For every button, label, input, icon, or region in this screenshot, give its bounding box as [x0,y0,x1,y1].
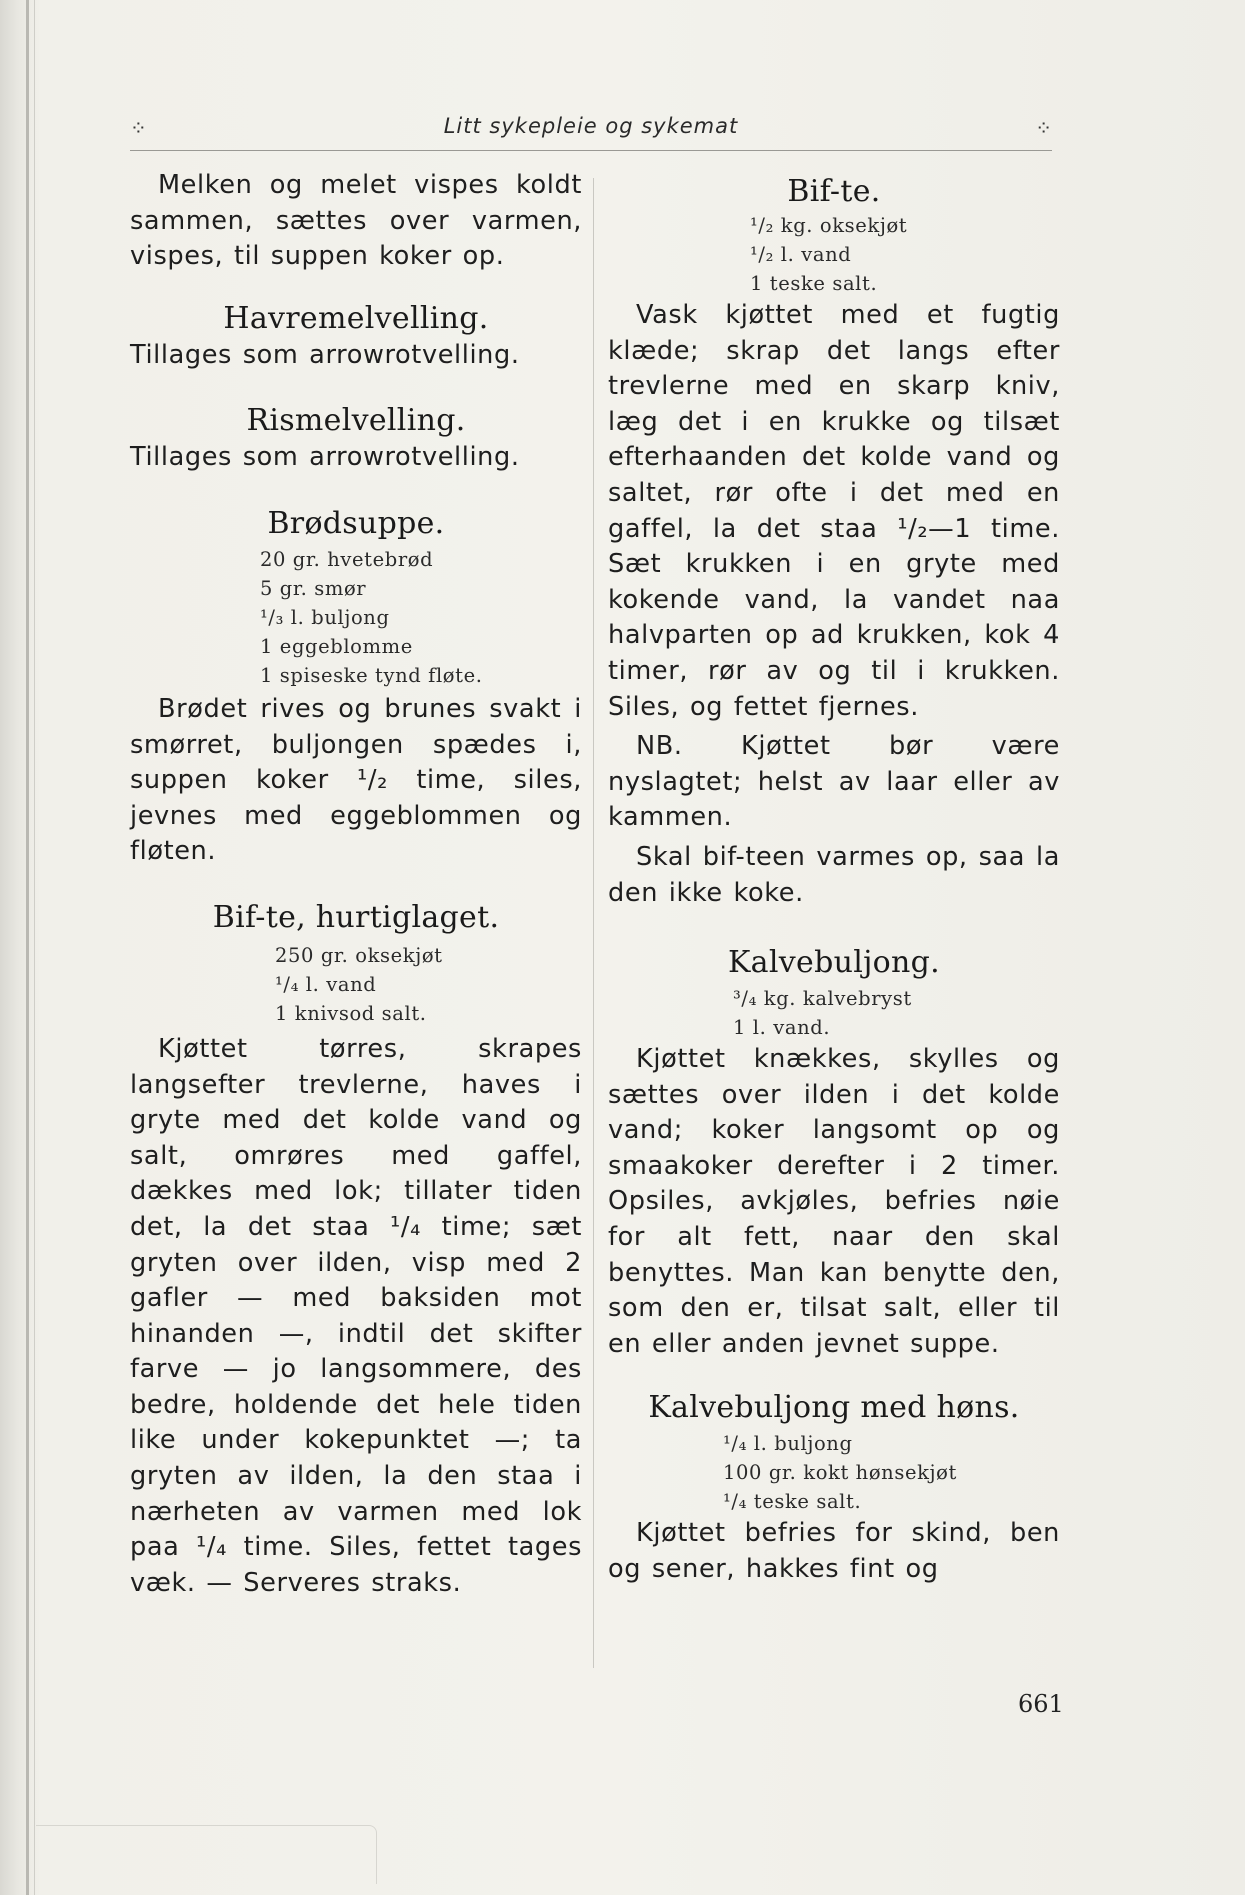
ornament-left-icon: ⁘ [130,116,147,140]
ingredient-item: 250 gr. oksekjøt [275,943,443,967]
recipe-title-rismelvelling: Rismelvelling. [246,403,466,439]
recipe-text-bifte-hurtiglaget: Kjøttet tørres, skrapes langsefter trevlerne, haves i gryte med det kolde vand og salt, omrøres med gaffel, dækkes med lok; tillater tiden det, la det staa ¹/₄ time; sæt gryten over ilden, visp med 2 gafler — med baksiden mot hinanden —, indtil det skifter farve — jo langsommere, des bedre, holdende det hele tiden like under kokepunktet —; ta gryten av ilden, la den staa i nærheten av varmen med lok paa ¹/₄ time. Siles, fettet tages væk. — Serveres straks. [130,1033,582,1598]
ornament-right-icon: ⁘ [1035,116,1052,140]
intro-paragraph: Melken og melet vispes koldt sammen, sættes over varmen, vispes, til suppen koker op. [130,170,582,272]
recipe-text-kalvebuljong: Kjøttet knækkes, skylles og sættes over ilden i det kolde vand; koker langsomt op og smaakoker derefter i 2 timer. Opsiles, avkjøles, befries nøie for alt fett, naar den skal benyttes. Man kan benytte den, som den er, tilsat salt, eller til en eller anden jevnet suppe. [608,1044,1060,1359]
ingredient-item: 100 gr. kokt hønsekjøt [723,1461,957,1485]
ingredient-item: 1 spiseske tynd fløte. [260,663,483,687]
recipe-text-brodsuppe: Brødet rives og brunes svakt i smørret, buljongen spædes i, suppen koker ¹/₂ time, siles, jevnes med eggeblommen og fløten. [130,693,582,867]
ingredient-item: 1 l. vand. [733,1016,831,1040]
ingredient-item: 1 teske salt. [750,272,878,295]
ingredient-item: 5 gr. smør [260,576,367,600]
recipe-title-kalvebuljong-med-hons: Kalvebuljong med høns. [648,1390,1020,1426]
right-column [608,168,1060,1588]
recipe-title-havremelvelling: Havremelvelling. [223,300,489,336]
ingredient-list-bifte [750,211,1060,298]
column-divider [593,178,594,1668]
recipe-text-havremelvelling: Tillages som arrowrotvelling. [130,339,520,370]
ingredient-list-kalvebuljong-med-hons [723,1429,1060,1516]
recipe-title-kalvebuljong: Kalvebuljong. [727,945,941,981]
recipe-note-bifte: Skal bif-teen varmes op, saa la den ikke koke. [608,841,1060,908]
ingredient-item: 20 gr. hvetebrød [260,547,434,571]
recipe-text-bifte: Vask kjøttet med et fugtig klæde; skrap det langs efter trevlerne med en skarp kniv, læg det i en krukke og tilsæt efterhaanden det kolde vand og saltet, rør ofte i det med en gaffel, la det staa ¹/₂—1 time. Sæt krukken i en gryte med kokende vand, la vandet naa halvparten op ad krukken, kok 4 timer, rør av og til i krukken. Siles, og fettet fjernes. [608,300,1060,722]
page-number: 661 [1018,1690,1064,1718]
binding-edge [26,0,29,1895]
ingredient-item: ¹/₄ l. vand [275,972,377,996]
binding-edge-line [34,0,35,1895]
ingredient-list-bifte-hurtiglaget [275,941,582,1028]
running-title: Litt sykepleie og sykemat [443,114,739,138]
recipe-title-brodsuppe: Brødsuppe. [267,505,445,541]
recipe-title-bifte: Bif-te. [787,174,881,209]
ingredient-item: ¹/₄ l. buljong [723,1432,853,1456]
ingredient-item: 1 knivsod salt. [275,1001,427,1025]
ingredient-item: 1 eggeblomme [260,634,413,658]
left-column [130,168,582,1601]
running-header [130,110,1052,151]
ingredient-list-kalvebuljong [733,984,1060,1042]
recipe-title-bifte-hurtiglaget: Bif-te, hurtiglaget. [212,899,500,935]
recipe-text-kalvebuljong-med-hons: Kjøttet befries for skind, ben og sener, hakkes fint og [608,1518,1060,1585]
ingredient-item: ¹/₃ l. buljong [260,605,390,629]
ingredient-item: ¹/₂ kg. oksekjøt [750,214,908,237]
ingredient-item: ¹/₂ l. vand [750,243,852,266]
page-edge-mark [36,1825,377,1884]
ingredient-item: ³/₄ kg. kalvebryst [733,987,912,1011]
ingredient-item: ¹/₄ teske salt. [723,1490,862,1514]
recipe-nb-bifte: NB. Kjøttet bør være nyslagtet; helst av laar eller av kammen. [608,731,1060,833]
ingredient-list-brodsuppe [260,545,582,690]
recipe-text-rismelvelling: Tillages som arrowrotvelling. [130,442,520,473]
